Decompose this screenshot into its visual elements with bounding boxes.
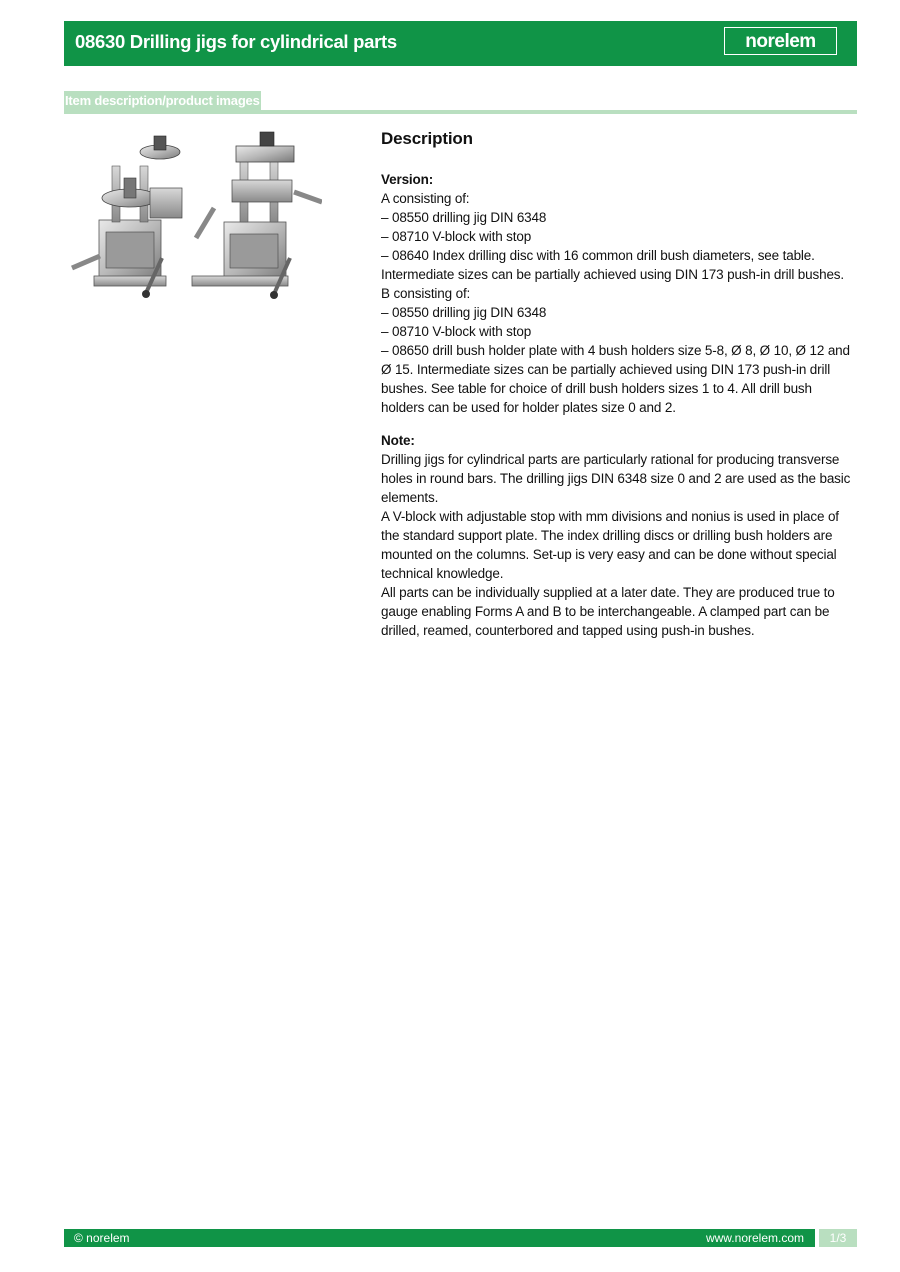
version-line: B consisting of: — [381, 286, 471, 301]
page-number: 1/3 — [819, 1229, 857, 1247]
page-header — [64, 21, 857, 66]
paragraph-spacer — [381, 417, 857, 431]
version-line: – 08710 V-block with stop — [381, 324, 532, 339]
footer-bar — [64, 1229, 815, 1247]
norelem-logo — [724, 27, 837, 55]
version-line: – 08550 drilling jig DIN 6348 — [381, 305, 547, 320]
section-header — [64, 91, 857, 114]
description-section — [381, 128, 857, 640]
description-heading: Description — [381, 129, 473, 148]
drilling-jig-illustration — [64, 128, 322, 306]
version-line: A consisting of: — [381, 191, 470, 206]
version-line: – 08710 V-block with stop — [381, 229, 532, 244]
version-label: Version: — [381, 172, 434, 187]
product-image — [64, 128, 322, 306]
jig-form-b — [192, 132, 322, 299]
note-paragraph: A V-block with adjustable stop with mm divisions and nonius is used in place of the standard support plate. The index drilling discs or drilling bush holders are mounted on the columns. Set-up is very easy and can be done without special technical knowledge. — [381, 509, 839, 581]
note-paragraph: Drilling jigs for cylindrical parts are particularly rational for producing transverse holes in round bars. The drilling jigs DIN 6348 size 0 and 2 are used as the basic elements. — [381, 452, 851, 505]
section-divider — [64, 110, 857, 114]
version-line: – 08550 drilling jig DIN 6348 — [381, 210, 547, 225]
page-footer — [64, 1229, 857, 1247]
logo-text: norelem — [745, 30, 816, 52]
note-paragraph: All parts can be individually supplied at a later date. They are produced true to gauge enabling Forms A and B to be interchangeable. A clamped part can be drilled, reamed, counterbored and tapped using push-in bushes. — [381, 585, 835, 638]
page-title: 08630 Drilling jigs for cylindrical parts — [75, 31, 397, 52]
version-line: – 08650 drill bush holder plate with 4 bush holders size 5-8, Ø 8, Ø 10, Ø 12 and Ø 15. Intermediate sizes can be partially achieved using DIN 173 push-in drill bushes. See table for choice of drill bush holders sizes 1 to 4. All drill bush holders can be used for holder plates size 0 and 2. — [381, 343, 850, 415]
section-title: Item description/product images — [65, 93, 260, 108]
jig-form-a — [72, 136, 182, 298]
version-line: – 08640 Index drilling disc with 16 common drill bush diameters, see table. Intermediate sizes can be partially achieved using DIN 173 push-in drill bushes. — [381, 248, 845, 282]
website-link[interactable]: www.norelem.com — [705, 1231, 804, 1245]
note-label: Note: — [381, 433, 415, 448]
copyright-text: © norelem — [74, 1231, 130, 1245]
